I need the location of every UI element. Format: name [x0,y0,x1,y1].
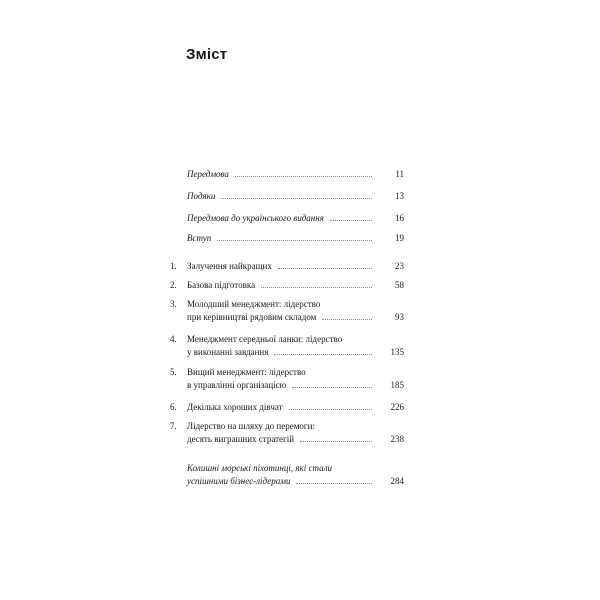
page-title: Зміст [186,46,228,63]
dot-leader [261,287,372,288]
toc-page-number: 185 [390,380,404,390]
dot-leader [289,409,372,410]
toc-entry-chapter-3[interactable] [170,298,404,324]
toc-entry-text: Вступ [187,233,212,243]
toc-page-number: 93 [395,312,404,322]
toc-entry-text: у виконанні завдання [187,347,269,357]
toc-entry-text: Базова підготовка [187,280,256,290]
dot-leader [274,354,372,355]
dot-leader [292,387,372,388]
toc-entry-text: Вищий менеджмент: лідерство [187,367,306,377]
chapter-number: 6. [170,402,177,412]
toc-page-number: 23 [395,261,404,271]
chapter-number: 5. [170,367,177,377]
toc-entry-text: Передмова до українського видання [187,213,324,223]
chapter-number: 3. [170,299,177,309]
toc-entry-appendix[interactable] [170,462,404,488]
toc-entry-ukrainian-preface[interactable] [170,212,404,225]
toc-entry-chapter-1[interactable] [170,260,404,273]
chapter-number: 7. [170,421,177,431]
toc-page-number: 11 [395,169,404,179]
toc-entry-introduction[interactable] [170,232,404,245]
toc-entry-text: Залучення найкращих [187,261,272,271]
toc-entry-chapter-5[interactable] [170,366,404,392]
dot-leader [221,198,372,199]
toc-page-number: 13 [395,191,404,201]
chapter-number: 2. [170,280,177,290]
dot-leader [235,176,372,177]
toc-entry-text: Передмова [187,169,229,179]
toc-page-number: 226 [390,402,404,412]
toc-page-number: 19 [395,233,404,243]
toc-page-number: 284 [390,476,404,486]
toc-page-number: 16 [395,213,404,223]
toc-entry-text: в управлінні організацією [187,380,287,390]
toc-entry-text: Менеджмент середньої ланки: лідерство [187,334,343,344]
dot-leader [322,319,372,320]
toc-page-number: 135 [390,347,404,357]
toc-page-number: 58 [395,280,404,290]
dot-leader [217,240,372,241]
toc-entry-text: Декілька хороших дівчат [187,402,283,412]
toc-entry-chapter-2[interactable] [170,279,404,292]
toc-entry-text: Лідерство на шляху до перемоги: [187,421,315,431]
toc-entry-acknowledgements[interactable] [170,190,404,203]
chapter-number: 4. [170,334,177,344]
toc-entry-text: Подяки [187,191,216,201]
dot-leader [278,268,372,269]
toc-entry-text: Колишні морські піхотинці, які стали [187,463,333,473]
toc-entry-text: при керівництві рядовим складом [187,312,317,322]
toc-entry-text: десять виграшних стратегій [187,434,295,444]
toc-entry-chapter-7[interactable] [170,420,404,446]
dot-leader [330,220,372,221]
chapter-number: 1. [170,261,177,271]
toc-entry-preface[interactable] [170,168,404,181]
dot-leader [300,441,372,442]
toc-entry-chapter-6[interactable] [170,401,404,414]
toc-entry-text: Молодший менеджмент: лідерство [187,299,321,309]
toc-page-number: 238 [390,434,404,444]
dot-leader [296,483,372,484]
toc-entry-text: успішними бізнес-лідерами [187,476,291,486]
toc-entry-chapter-4[interactable] [170,333,404,359]
